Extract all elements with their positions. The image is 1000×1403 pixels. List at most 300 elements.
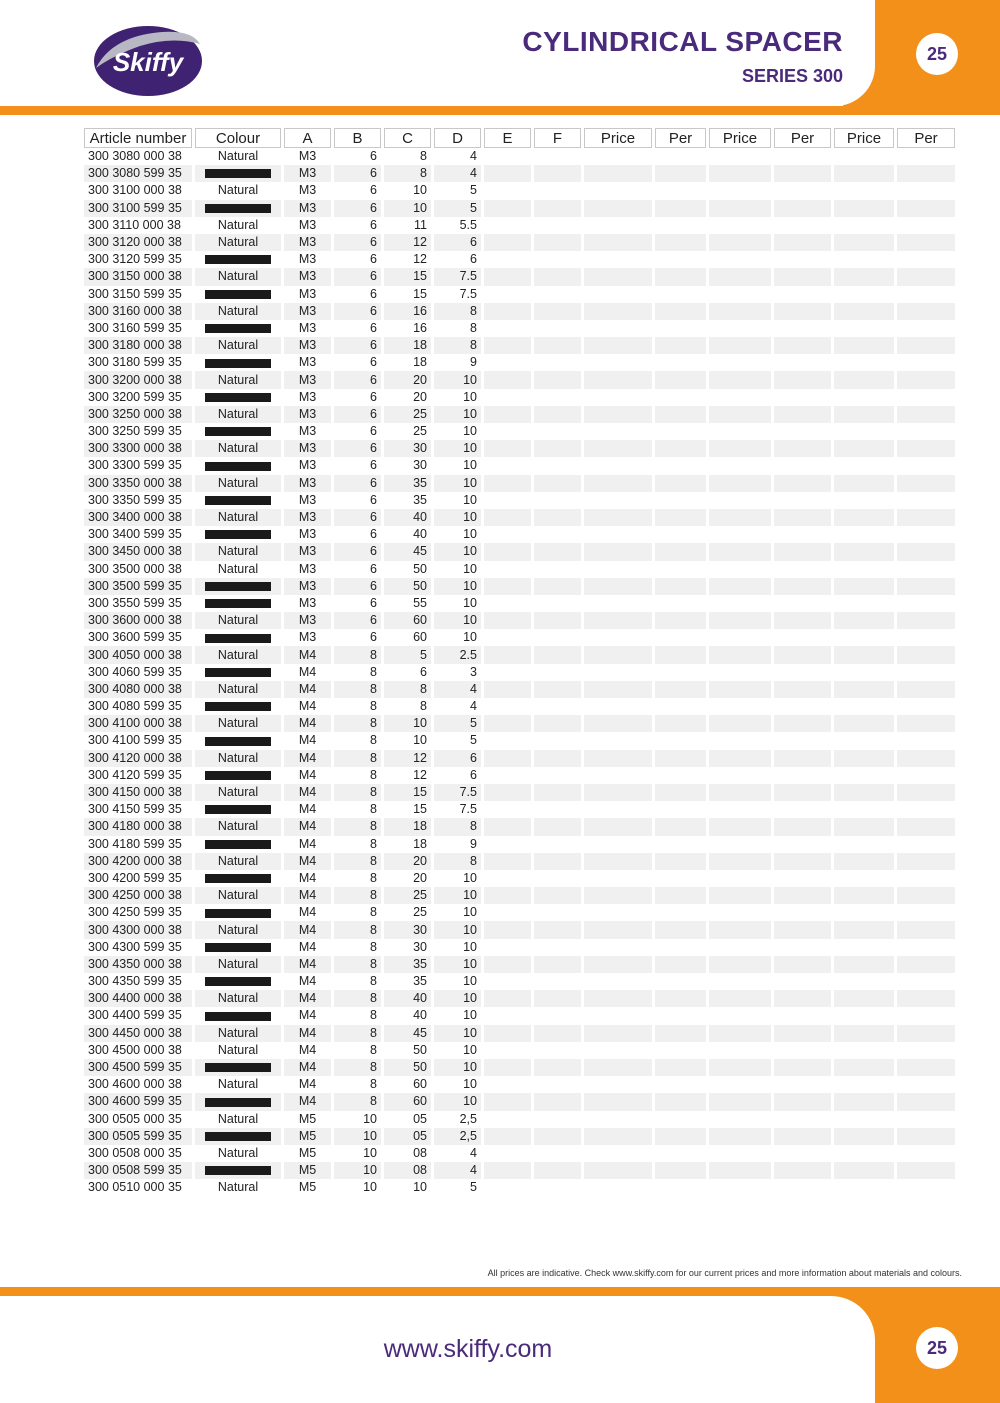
price-cell [709, 664, 771, 681]
price-footnote: All prices are indicative. Check www.skiffy.com for our current prices and more information about materials and colours. [487, 1268, 962, 1278]
dimension-c-cell: 8 [384, 698, 431, 715]
dimension-f-cell [534, 904, 581, 921]
dimension-d-cell: 6 [434, 234, 481, 251]
per-cell [897, 543, 955, 560]
price-cell [709, 406, 771, 423]
article-number-cell: 300 4250 599 35 [84, 904, 192, 921]
price-cell [584, 354, 652, 371]
price-cell [709, 801, 771, 818]
dimension-d-cell: 10 [434, 475, 481, 492]
price-cell [584, 629, 652, 646]
dimension-c-cell: 35 [384, 475, 431, 492]
dimension-b-cell: 8 [334, 750, 381, 767]
article-number-cell: 300 4080 599 35 [84, 698, 192, 715]
price-cell [834, 1059, 894, 1076]
price-cell [834, 200, 894, 217]
article-number-cell: 300 4600 599 35 [84, 1093, 192, 1110]
per-cell [897, 389, 955, 406]
dimension-a-cell: M4 [284, 1007, 331, 1024]
dimension-d-cell: 3 [434, 664, 481, 681]
dimension-b-cell: 8 [334, 836, 381, 853]
article-number-cell: 300 4150 000 38 [84, 784, 192, 801]
dimension-a-cell: M4 [284, 921, 331, 938]
per-cell [774, 921, 831, 938]
colour-cell: Natural [195, 990, 281, 1007]
dimension-d-cell: 4 [434, 1162, 481, 1179]
price-cell [584, 526, 652, 543]
dimension-a-cell: M3 [284, 286, 331, 303]
colour-cell: Natural [195, 406, 281, 423]
per-cell [897, 1042, 955, 1059]
dimension-f-cell [534, 664, 581, 681]
price-cell [584, 921, 652, 938]
dimension-a-cell: M4 [284, 870, 331, 887]
price-cell [709, 698, 771, 715]
dimension-c-cell: 40 [384, 990, 431, 1007]
dimension-f-cell [534, 423, 581, 440]
black-colour-swatch [205, 290, 271, 299]
colour-cell: Natural [195, 371, 281, 388]
dimension-c-cell: 35 [384, 956, 431, 973]
dimension-c-cell: 05 [384, 1128, 431, 1145]
price-cell [709, 629, 771, 646]
article-number-cell: 300 4100 000 38 [84, 715, 192, 732]
article-number-cell: 300 3500 599 35 [84, 578, 192, 595]
dimension-f-cell [534, 973, 581, 990]
colour-cell: Natural [195, 715, 281, 732]
table-row [84, 440, 955, 457]
dimension-f-cell [534, 1179, 581, 1196]
price-cell [834, 234, 894, 251]
price-cell [584, 904, 652, 921]
dimension-d-cell: 4 [434, 165, 481, 182]
article-number-cell: 300 3200 000 38 [84, 371, 192, 388]
dimension-a-cell: M5 [284, 1111, 331, 1128]
dimension-b-cell: 8 [334, 818, 381, 835]
dimension-e-cell [484, 423, 531, 440]
dimension-f-cell [534, 1128, 581, 1145]
table-row [84, 715, 955, 732]
table-row [84, 457, 955, 474]
per-cell [655, 475, 706, 492]
price-cell [584, 646, 652, 663]
per-cell [774, 320, 831, 337]
table-row [84, 148, 955, 165]
table-row [84, 268, 955, 285]
per-cell [655, 836, 706, 853]
dimension-c-cell: 08 [384, 1162, 431, 1179]
colour-cell [195, 165, 281, 182]
price-cell [584, 612, 652, 629]
price-cell [709, 715, 771, 732]
dimension-d-cell: 5 [434, 200, 481, 217]
per-cell [897, 234, 955, 251]
article-number-cell: 300 3180 599 35 [84, 354, 192, 371]
table-row [84, 1007, 955, 1024]
price-cell [584, 440, 652, 457]
dimension-e-cell [484, 904, 531, 921]
price-cell [834, 870, 894, 887]
price-cell [584, 1145, 652, 1162]
colour-cell: Natural [195, 887, 281, 904]
colour-cell [195, 767, 281, 784]
table-row [84, 887, 955, 904]
dimension-e-cell [484, 165, 531, 182]
article-number-cell: 300 3150 599 35 [84, 286, 192, 303]
dimension-c-cell: 55 [384, 595, 431, 612]
dimension-a-cell: M4 [284, 818, 331, 835]
price-cell [709, 423, 771, 440]
dimension-d-cell: 10 [434, 561, 481, 578]
article-number-cell: 300 4120 000 38 [84, 750, 192, 767]
price-cell [834, 148, 894, 165]
black-colour-swatch [205, 393, 271, 402]
table-row [84, 423, 955, 440]
table-row [84, 664, 955, 681]
per-cell [897, 629, 955, 646]
table-row [84, 337, 955, 354]
price-cell [584, 698, 652, 715]
colour-cell: Natural [195, 1111, 281, 1128]
per-cell [774, 715, 831, 732]
dimension-f-cell [534, 182, 581, 199]
per-cell [774, 646, 831, 663]
per-cell [897, 698, 955, 715]
dimension-f-cell [534, 1042, 581, 1059]
price-cell [709, 1042, 771, 1059]
table-row [84, 801, 955, 818]
dimension-c-cell: 6 [384, 664, 431, 681]
column-header: E [484, 128, 531, 148]
price-cell [834, 904, 894, 921]
price-cell [709, 268, 771, 285]
dimension-d-cell: 6 [434, 767, 481, 784]
per-cell [897, 767, 955, 784]
dimension-d-cell: 2.5 [434, 646, 481, 663]
price-cell [584, 1128, 652, 1145]
dimension-a-cell: M3 [284, 303, 331, 320]
price-cell [709, 371, 771, 388]
column-header: Colour [195, 128, 281, 148]
dimension-a-cell: M3 [284, 217, 331, 234]
dimension-e-cell [484, 629, 531, 646]
price-cell [584, 853, 652, 870]
dimension-f-cell [534, 801, 581, 818]
price-cell [584, 475, 652, 492]
table-row [84, 698, 955, 715]
dimension-a-cell: M4 [284, 853, 331, 870]
article-number-cell: 300 0510 000 35 [84, 1179, 192, 1196]
per-cell [774, 784, 831, 801]
per-cell [655, 732, 706, 749]
per-cell [774, 732, 831, 749]
per-cell [774, 1059, 831, 1076]
per-cell [774, 836, 831, 853]
dimension-a-cell: M3 [284, 182, 331, 199]
per-cell [774, 561, 831, 578]
dimension-e-cell [484, 973, 531, 990]
colour-cell: Natural [195, 543, 281, 560]
dimension-f-cell [534, 1007, 581, 1024]
dimension-e-cell [484, 956, 531, 973]
logo-text: Skiffy [112, 47, 184, 77]
dimension-b-cell: 6 [334, 578, 381, 595]
table-row [84, 286, 955, 303]
article-number-cell: 300 3350 000 38 [84, 475, 192, 492]
dimension-e-cell [484, 406, 531, 423]
article-number-cell: 300 3400 000 38 [84, 509, 192, 526]
per-cell [774, 440, 831, 457]
spacer-table [81, 128, 958, 1196]
dimension-e-cell [484, 200, 531, 217]
black-colour-swatch [205, 1166, 271, 1175]
dimension-b-cell: 6 [334, 200, 381, 217]
colour-cell: Natural [195, 217, 281, 234]
per-cell [655, 887, 706, 904]
price-cell [709, 921, 771, 938]
article-number-cell: 300 3200 599 35 [84, 389, 192, 406]
colour-cell: Natural [195, 646, 281, 663]
dimension-d-cell: 2,5 [434, 1111, 481, 1128]
dimension-f-cell [534, 286, 581, 303]
dimension-f-cell [534, 1162, 581, 1179]
skiffy-logo [92, 24, 204, 98]
dimension-e-cell [484, 371, 531, 388]
per-cell [897, 956, 955, 973]
dimension-c-cell: 30 [384, 440, 431, 457]
article-number-cell: 300 4050 000 38 [84, 646, 192, 663]
table-row [84, 818, 955, 835]
black-colour-swatch [205, 204, 271, 213]
table-row [84, 1059, 955, 1076]
dimension-b-cell: 8 [334, 990, 381, 1007]
article-number-cell: 300 3300 599 35 [84, 457, 192, 474]
price-cell [584, 578, 652, 595]
dimension-c-cell: 60 [384, 629, 431, 646]
price-cell [709, 939, 771, 956]
dimension-f-cell [534, 509, 581, 526]
dimension-e-cell [484, 1111, 531, 1128]
dimension-e-cell [484, 715, 531, 732]
per-cell [897, 921, 955, 938]
per-cell [897, 182, 955, 199]
per-cell [897, 646, 955, 663]
price-cell [584, 887, 652, 904]
column-header: D [434, 128, 481, 148]
dimension-a-cell: M3 [284, 234, 331, 251]
dimension-b-cell: 6 [334, 612, 381, 629]
per-cell [897, 595, 955, 612]
black-colour-swatch [205, 977, 271, 986]
price-cell [834, 1128, 894, 1145]
dimension-a-cell: M5 [284, 1128, 331, 1145]
dimension-b-cell: 8 [334, 715, 381, 732]
column-header: B [334, 128, 381, 148]
price-cell [709, 1162, 771, 1179]
per-cell [655, 595, 706, 612]
dimension-a-cell: M3 [284, 268, 331, 285]
per-cell [655, 1111, 706, 1128]
dimension-e-cell [484, 457, 531, 474]
dimension-c-cell: 25 [384, 406, 431, 423]
price-cell [584, 956, 652, 973]
dimension-a-cell: M3 [284, 475, 331, 492]
black-colour-swatch [205, 943, 271, 952]
dimension-c-cell: 40 [384, 1007, 431, 1024]
per-cell [897, 732, 955, 749]
article-number-cell: 300 3250 000 38 [84, 406, 192, 423]
dimension-d-cell: 10 [434, 904, 481, 921]
price-cell [834, 1162, 894, 1179]
dimension-f-cell [534, 956, 581, 973]
dimension-c-cell: 25 [384, 904, 431, 921]
per-cell [655, 1007, 706, 1024]
dimension-a-cell: M3 [284, 148, 331, 165]
article-number-cell: 300 3600 599 35 [84, 629, 192, 646]
article-number-cell: 300 3120 000 38 [84, 234, 192, 251]
colour-cell [195, 595, 281, 612]
dimension-e-cell [484, 543, 531, 560]
price-cell [834, 578, 894, 595]
table-row [84, 1042, 955, 1059]
per-cell [774, 148, 831, 165]
dimension-f-cell [534, 1093, 581, 1110]
colour-cell [195, 1128, 281, 1145]
colour-cell [195, 629, 281, 646]
per-cell [774, 200, 831, 217]
colour-cell: Natural [195, 1179, 281, 1196]
price-cell [709, 870, 771, 887]
colour-cell [195, 870, 281, 887]
price-cell [584, 767, 652, 784]
dimension-b-cell: 8 [334, 801, 381, 818]
dimension-c-cell: 15 [384, 286, 431, 303]
table-row [84, 578, 955, 595]
per-cell [774, 887, 831, 904]
price-cell [834, 1179, 894, 1196]
price-cell [834, 664, 894, 681]
price-cell [834, 165, 894, 182]
price-cell [709, 182, 771, 199]
dimension-f-cell [534, 887, 581, 904]
dimension-a-cell: M5 [284, 1162, 331, 1179]
per-cell [774, 870, 831, 887]
dimension-f-cell [534, 543, 581, 560]
per-cell [897, 1111, 955, 1128]
per-cell [655, 165, 706, 182]
per-cell [897, 320, 955, 337]
dimension-e-cell [484, 1007, 531, 1024]
dimension-f-cell [534, 165, 581, 182]
dimension-d-cell: 10 [434, 973, 481, 990]
table-row [84, 612, 955, 629]
per-cell [897, 475, 955, 492]
colour-cell [195, 1093, 281, 1110]
dimension-b-cell: 8 [334, 887, 381, 904]
dimension-a-cell: M4 [284, 836, 331, 853]
table-row [84, 165, 955, 182]
dimension-a-cell: M3 [284, 595, 331, 612]
price-cell [834, 767, 894, 784]
per-cell [655, 801, 706, 818]
dimension-a-cell: M3 [284, 440, 331, 457]
colour-cell [195, 526, 281, 543]
per-cell [897, 217, 955, 234]
per-cell [774, 217, 831, 234]
per-cell [655, 251, 706, 268]
per-cell [774, 1145, 831, 1162]
dimension-a-cell: M4 [284, 904, 331, 921]
dimension-c-cell: 30 [384, 939, 431, 956]
dimension-a-cell: M4 [284, 698, 331, 715]
dimension-d-cell: 9 [434, 354, 481, 371]
dimension-c-cell: 20 [384, 870, 431, 887]
per-cell [897, 853, 955, 870]
price-cell [834, 732, 894, 749]
per-cell [655, 389, 706, 406]
price-cell [834, 784, 894, 801]
per-cell [655, 268, 706, 285]
dimension-f-cell [534, 681, 581, 698]
dimension-d-cell: 5 [434, 732, 481, 749]
article-number-cell: 300 4350 599 35 [84, 973, 192, 990]
per-cell [655, 200, 706, 217]
per-cell [774, 750, 831, 767]
per-cell [774, 939, 831, 956]
dimension-b-cell: 6 [334, 595, 381, 612]
dimension-a-cell: M3 [284, 354, 331, 371]
per-cell [774, 509, 831, 526]
dimension-a-cell: M3 [284, 389, 331, 406]
per-cell [774, 303, 831, 320]
per-cell [655, 561, 706, 578]
dimension-a-cell: M4 [284, 1076, 331, 1093]
price-cell [709, 457, 771, 474]
dimension-b-cell: 8 [334, 904, 381, 921]
black-colour-swatch [205, 359, 271, 368]
dimension-b-cell: 6 [334, 440, 381, 457]
dimension-a-cell: M4 [284, 681, 331, 698]
per-cell [655, 681, 706, 698]
dimension-d-cell: 10 [434, 1059, 481, 1076]
dimension-a-cell: M4 [284, 956, 331, 973]
dimension-d-cell: 6 [434, 750, 481, 767]
article-number-cell: 300 3250 599 35 [84, 423, 192, 440]
dimension-a-cell: M3 [284, 371, 331, 388]
table-row [84, 1025, 955, 1042]
dimension-b-cell: 6 [334, 371, 381, 388]
price-cell [584, 870, 652, 887]
dimension-a-cell: M4 [284, 1025, 331, 1042]
dimension-d-cell: 10 [434, 509, 481, 526]
price-cell [584, 371, 652, 388]
per-cell [774, 286, 831, 303]
price-cell [709, 1128, 771, 1145]
dimension-c-cell: 25 [384, 423, 431, 440]
price-cell [584, 406, 652, 423]
per-cell [897, 526, 955, 543]
colour-cell: Natural [195, 148, 281, 165]
price-cell [584, 337, 652, 354]
dimension-d-cell: 10 [434, 1042, 481, 1059]
dimension-e-cell [484, 1042, 531, 1059]
article-number-cell: 300 4250 000 38 [84, 887, 192, 904]
table-row [84, 492, 955, 509]
website-link[interactable]: www.skiffy.com [383, 1335, 553, 1363]
dimension-c-cell: 30 [384, 921, 431, 938]
dimension-b-cell: 10 [334, 1111, 381, 1128]
dimension-a-cell: M4 [284, 784, 331, 801]
